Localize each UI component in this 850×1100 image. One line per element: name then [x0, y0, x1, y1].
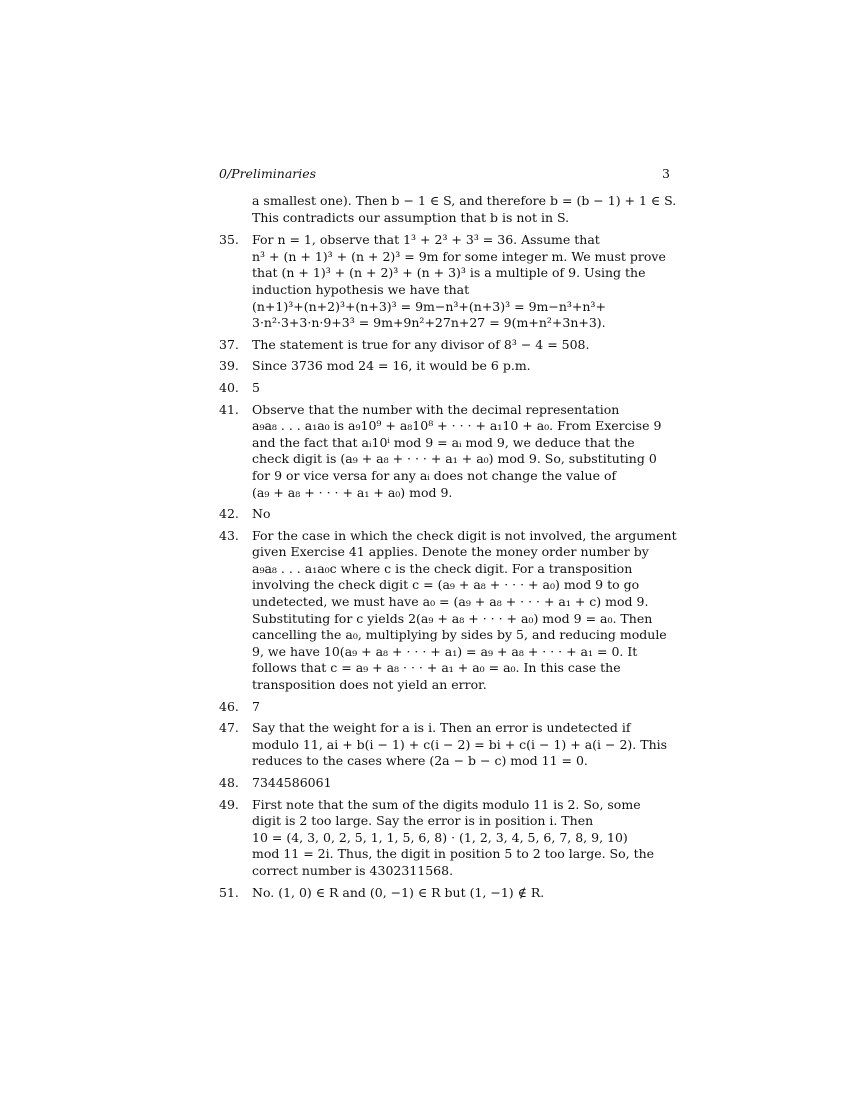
- solution-text-line: 3·n²·3+3·n·9+3³ = 9m+9n²+27n+27 = 9(m+n²+3n+3).: [252, 315, 606, 331]
- text-line: a smallest one). Then b − 1 ∈ S, and therefore b = (b − 1) + 1 ∈ S.: [252, 193, 677, 208]
- exercise-number: 40.: [219, 379, 239, 395]
- solution-text-line: for 9 or vice versa for any aᵢ does not change the value of: [252, 467, 617, 483]
- exercise-number: 48.: [219, 775, 239, 790]
- solution-text-line: mod 11 = 2i. Thus, the digit in position 5 to 2 too large. So, the: [252, 846, 655, 862]
- page-number: 3: [662, 166, 670, 181]
- solution-item: [219, 775, 659, 792]
- solution-text-line: follows that c = a₉ + a₈ · · · + a₁ + a₀ = a₀. In this case the: [252, 660, 621, 676]
- solution-item: [219, 885, 659, 902]
- solution-text-line: 7344586061: [252, 775, 332, 790]
- solution-text-line: No: [252, 506, 271, 522]
- solution-item: [219, 797, 659, 880]
- exercise-number: 46.: [219, 698, 239, 714]
- solution-item: [219, 527, 677, 694]
- solution-text-line: 9, we have 10(a₉ + a₈ + · · · + a₁) = a₉ + a₈ + · · · + a₁ = 0. It: [252, 643, 638, 659]
- solution-item: [219, 337, 659, 354]
- solution-text-line: given Exercise 41 applies. Denote the money order number by: [252, 544, 649, 560]
- exercise-number: 47.: [219, 720, 239, 736]
- exercise-number: 43.: [219, 527, 239, 543]
- text-line: This contradicts our assumption that b is not in S.: [252, 209, 570, 225]
- solution-text-line: that (n + 1)³ + (n + 2)³ + (n + 3)³ is a multiple of 9. Using the: [252, 265, 646, 281]
- exercise-number: 41.: [219, 401, 239, 417]
- carryover-paragraph: [219, 193, 677, 226]
- solution-text-line: Observe that the number with the decimal representation: [252, 401, 620, 417]
- solution-text-line: a₉a₈ . . . a₁a₀c where c is the check digit. For a transposition: [252, 560, 633, 576]
- solution-text-line: The statement is true for any divisor of 8³ − 4 = 508.: [252, 336, 590, 352]
- solution-text-line: undetected, we must have a₀ = (a₉ + a₈ + · · · + a₁ + c) mod 9.: [252, 594, 649, 610]
- exercise-number: 51.: [219, 884, 239, 900]
- exercise-number: 35.: [219, 232, 239, 248]
- solution-text-line: reduces to the cases where (2a − b − c) mod 11 = 0.: [252, 753, 588, 769]
- solution-item: [219, 358, 659, 375]
- solution-item: [219, 380, 659, 397]
- solution-text-line: involving the check digit c = (a₉ + a₈ + · · · + a₀) mod 9 to go: [252, 577, 640, 593]
- solution-text-line: induction hypothesis we have that: [252, 281, 470, 297]
- solution-item: [219, 232, 666, 332]
- solution-text-line: First note that the sum of the digits modulo 11 is 2. So, some: [252, 796, 641, 812]
- solution-item: [219, 720, 668, 770]
- solution-text-line: No. (1, 0) ∈ R and (0, −1) ∈ R but (1, −1) ∉ R.: [252, 884, 545, 900]
- solution-text-line: Substituting for c yields 2(a₉ + a₈ + · · · + a₀) mod 9 = a₀. Then: [252, 610, 653, 626]
- solution-item: [219, 506, 659, 523]
- solution-text-line: (a₉ + a₈ + · · · + a₁ + a₀) mod 9.: [252, 484, 453, 500]
- solution-item: [219, 401, 662, 502]
- solution-text-line: (n+1)³+(n+2)³+(n+3)³ = 9m−n³+(n+3)³ = 9m−n³+n³+: [252, 298, 606, 314]
- page-header: [219, 166, 670, 184]
- solution-text-line: modulo 11, ai + b(i − 1) + c(i − 2) = bi + c(i − 1) + a(i − 2). This: [252, 736, 668, 752]
- solution-text-line: digit is 2 too large. Say the error is in position i. Then: [252, 813, 594, 829]
- solution-item: [219, 699, 659, 716]
- solution-text-line: n³ + (n + 1)³ + (n + 2)³ = 9m for some integer m. We must prove: [252, 248, 666, 264]
- solution-text-line: 10 = (4, 3, 0, 2, 5, 1, 1, 5, 6, 8) · (1, 2, 3, 4, 5, 6, 7, 8, 9, 10): [252, 829, 628, 845]
- solution-text-line: Say that the weight for a is i. Then an error is undetected if: [252, 720, 631, 736]
- exercise-number: 39.: [219, 358, 239, 374]
- solution-text-line: For n = 1, observe that 1³ + 2³ + 3³ = 36. Assume that: [252, 232, 600, 248]
- solution-text-line: 7: [252, 698, 260, 714]
- solution-text-line: 5: [252, 379, 260, 395]
- solution-text-line: For the case in which the check digit is not involved, the argument: [252, 527, 677, 543]
- solution-text-line: check digit is (a₉ + a₈ + · · · + a₁ + a₀) mod 9. So, substituting 0: [252, 451, 657, 467]
- solution-text-line: a₉a₈ . . . a₁a₀ is a₉10⁹ + a₈10⁸ + · · · + a₁10 + a₀. From Exercise 9: [252, 418, 662, 434]
- solution-text-line: Since 3736 mod 24 = 16, it would be 6 p.m.: [252, 358, 531, 374]
- exercise-number: 49.: [219, 796, 239, 812]
- exercise-number: 42.: [219, 506, 239, 522]
- exercise-number: 37.: [219, 336, 239, 352]
- chapter-title: 0/Preliminaries: [219, 166, 317, 181]
- solutions-list: [219, 232, 677, 901]
- solution-text-line: transposition does not yield an error.: [252, 677, 487, 693]
- solution-text-line: cancelling the a₀, multiplying by sides by 5, and reducing module: [252, 627, 667, 643]
- solution-text-line: and the fact that aᵢ10ⁱ mod 9 = aᵢ mod 9, we deduce that the: [252, 434, 635, 450]
- solutions-body: [219, 193, 677, 906]
- solution-text-line: correct number is 4302311568.: [252, 862, 454, 878]
